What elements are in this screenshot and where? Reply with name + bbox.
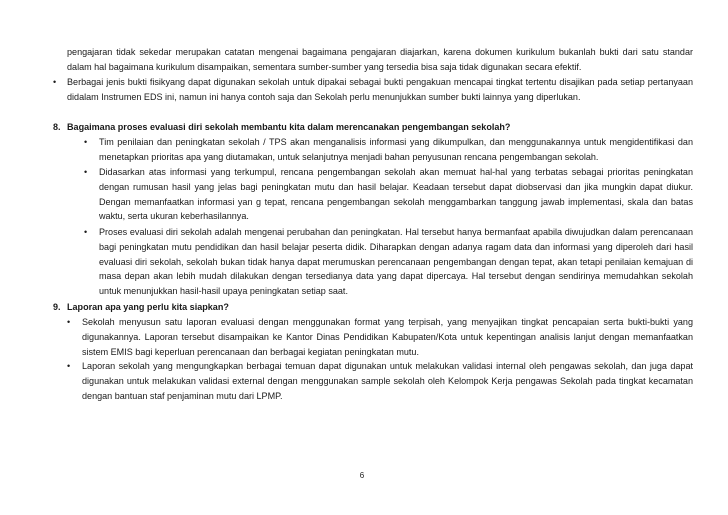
intro-continuation-paragraph: pengajaran tidak sekedar merupakan catatan mengenai bagaimana pengajaran diajarkan, karena dokumen kurikulum bukanlah bukti dari satu standar dalam hal bagaimana kurikulum disampaikan, sementara sumber-sumber yang tersedia bisa saja tidak digunakan secara efektif.: [67, 47, 693, 72]
bullet-marker: •: [53, 77, 57, 87]
question-9-number: 9.: [53, 302, 61, 312]
q9-bullet-2: Laporan sekolah yang mengungkapkan berbagai temuan dapat digunakan untuk melakukan validasi internal oleh pengawas sekolah, dan juga dapat digunakan untuk melakukan validasi external dengan menggunakan sample sekolah oleh Kelompok Kerja pengawas Sekolah pada tingkat kecamatan dengan bantuan staf penjaminan mutu dari LPMP.: [82, 361, 693, 401]
bullet-marker: •: [67, 361, 71, 371]
q8-bullet-1: Tim penilaian dan peningkatan sekolah / TPS akan menganalisis informasi yang dikumpulkan, dan menggunakannya untuk mengidentifikasi dan menetapkan prioritas apa yang diutamakan, untuk selanjutnya menjadi bahan penyusunan rencana pengembangan sekolah.: [99, 137, 693, 162]
question-8-heading: Bagaimana proses evaluasi diri sekolah membantu kita dalam merencanakan pengembangan sekolah?: [67, 122, 511, 132]
page-number: 6: [359, 471, 365, 480]
question-9-heading: Laporan apa yang perlu kita siapkan?: [67, 302, 229, 312]
q8-bullet-2: Didasarkan atas informasi yang terkumpul, rencana pengembangan sekolah akan memuat hal-hal yang terbatas sebagai prioritas peningkatan dengan rumusan hasil yang jelas bagi peningkatan mutu dan hasil belajar. Keadaan tersebut dapat diobservasi dan jika mungkin dapat diukur. Dengan memanfaatkan informasi yan g tepat, rencana pengembangan sekolah menggambarkan tanggung jawab implementasi, skala dan batas waktu, serta ukuran keberhasilannya.: [99, 167, 693, 222]
question-8-number: 8.: [53, 122, 61, 132]
bullet-marker: •: [67, 317, 71, 327]
intro-bullet-paragraph: Berbagai jenis bukti fisikyang dapat digunakan sekolah untuk dipakai sebagai bukti pengakuan mencapai tingkat tertentu disajikan pada setiap pertanyaan didalam Instrumen EDS ini, namun ini hanya contoh saja dan Sekolah perlu menunjukkan sumber bukti lainnya yang diperlukan.: [67, 77, 693, 102]
bullet-marker: •: [84, 137, 88, 147]
bullet-marker: •: [84, 227, 88, 237]
q9-bullet-1: Sekolah menyusun satu laporan evaluasi dengan menggunakan format yang terpisah, yang menyajikan tingkat pencapaian serta bukti-bukti yang digunakannya. Laporan tersebut disampaikan ke Kantor Dinas Pendidikan Kabupaten/Kota untuk kepentingan analisis lanjut dengan memanfaatkan sistem EMIS bagi keperluan perencanaan dan berbagai kegiatan peningkatan mutu.: [82, 317, 693, 357]
q8-bullet-3: Proses evaluasi diri sekolah adalah mengenai perubahan dan peningkatan. Hal tersebut hanya bermanfaat apabila diwujudkan dalam perencanaan bagi peningkatan mutu pendidikan dan hasil belajar peserta didik. Diharapkan dengan adanya ragam data dan informasi yang diperoleh dari hasil evaluasi diri sekolah, sekolah bukan tidak hanya dapat merumuskan perencanaan pengembangan dengan tepat, akan tetapi penilaian kemajuan di masa depan akan lebih mudah dilakukan dengan tersedianya data yang dapat dipercaya. Hal tersebut dengan sendirinya memudahkan sekolah untuk menunjukkan hasil-hasil upaya peningkatan setiap saat.: [99, 227, 693, 297]
bullet-marker: •: [84, 167, 88, 177]
